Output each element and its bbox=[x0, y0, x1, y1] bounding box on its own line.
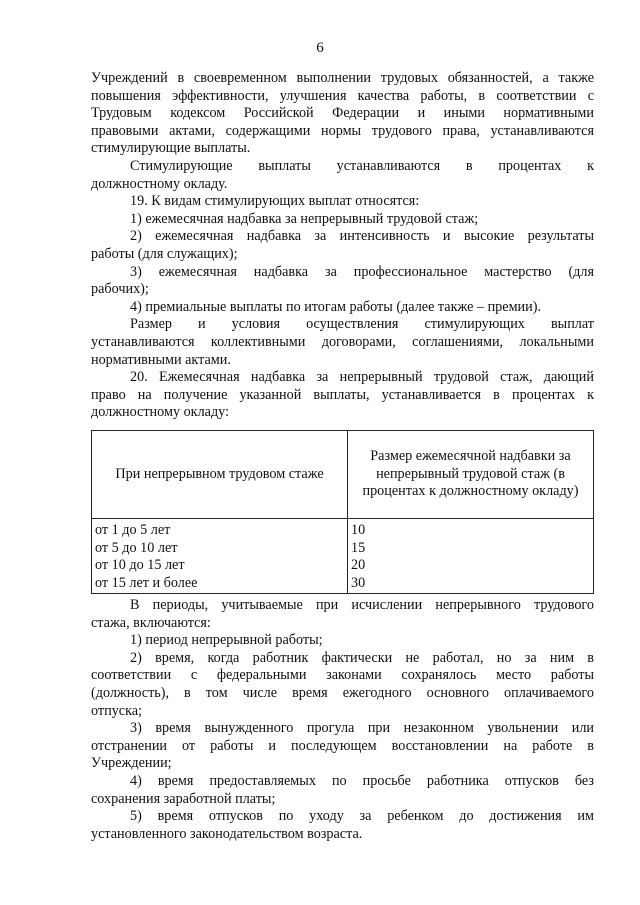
text-line: 4) премиальные выплаты по итогам работы (далее также – премии). bbox=[130, 298, 542, 315]
percent-2: 15 bbox=[351, 539, 366, 556]
text-line: должностному окладу. bbox=[91, 175, 228, 192]
text-line: отпуска; bbox=[91, 702, 143, 719]
text-line: В периоды, учитываемые при исчислении непрерывного трудового bbox=[130, 597, 594, 613]
text-line: стажа, включаются: bbox=[91, 614, 211, 631]
text-line: 2) ежемесячная надбавка за интенсивность и высокие результаты bbox=[130, 228, 594, 245]
text-line: рабочих); bbox=[91, 281, 149, 298]
page-number: 6 bbox=[316, 40, 324, 56]
text-line: правовыми актами, содержащими нормы трудового права, устанавливаются bbox=[91, 122, 594, 139]
text-line: 2) время, когда работник фактически не работал, но за ним в bbox=[130, 649, 594, 666]
text-line: установленного законодательством возраста. bbox=[91, 825, 363, 842]
allowance-table bbox=[91, 430, 594, 594]
text-line: 19. К видам стимулирующих выплат относятся: bbox=[130, 193, 420, 210]
text-line: Учреждении; bbox=[91, 755, 172, 772]
text-line: 3) ежемесячная надбавка за профессиональное мастерство (для bbox=[130, 263, 594, 280]
period-3: от 10 до 15 лет bbox=[95, 557, 185, 574]
percent-4: 30 bbox=[351, 574, 366, 591]
text-line: работы (для служащих); bbox=[91, 245, 238, 262]
table-header-row bbox=[92, 431, 594, 519]
text-line: 3) время вынужденного прогула при незаконном увольнении или bbox=[130, 720, 594, 737]
text-line: 5) время отпусков по уходу за ребенком до достижения им bbox=[130, 808, 594, 825]
period-2: от 5 до 10 лет bbox=[95, 539, 178, 556]
body-text-upper bbox=[91, 70, 594, 422]
text-line: сохранения заработной платы; bbox=[91, 790, 276, 807]
text-line: устанавливаются коллективными договорами, соглашениями, локальными bbox=[91, 333, 594, 350]
text-line: Трудовым кодексом Российской Федерации и иными нормативными bbox=[91, 105, 594, 122]
text-line: Учреждений в своевременном выполнении трудовых обязанностей, а также bbox=[91, 70, 594, 86]
text-line: Стимулирующие выплаты устанавливаются в процентах к bbox=[130, 157, 594, 174]
text-line: соответствии с федеральными законами сохранялось место работы bbox=[91, 667, 594, 684]
period-4: от 15 лет и более bbox=[95, 574, 198, 591]
header-allowance: Размер ежемесячной надбавки за непрерывный трудовой стаж (в процентах к должностному окладу) bbox=[348, 431, 594, 519]
text-line: повышения эффективности, улучшения качества работы, в соответствии с bbox=[91, 87, 594, 104]
text-line: стимулирующие выплаты. bbox=[91, 140, 251, 157]
percents-cell bbox=[348, 519, 594, 594]
text-line: право на получение указанной выплаты, устанавливается в процентах к bbox=[91, 386, 594, 403]
text-line: 20. Ежемесячная надбавка за непрерывный трудовой стаж, дающий bbox=[130, 369, 594, 386]
text-line: Размер и условия осуществления стимулирующих выплат bbox=[130, 316, 594, 333]
body-text-lower bbox=[91, 597, 594, 843]
percent-3: 20 bbox=[351, 557, 366, 574]
text-line: нормативными актами. bbox=[91, 351, 231, 368]
text-line: (должность), в том числе время ежегодного основного оплачиваемого bbox=[91, 684, 594, 701]
text-line: 4) время предоставляемых по просьбе работника отпусков без bbox=[130, 772, 594, 789]
text-line: 1) ежемесячная надбавка за непрерывный трудовой стаж; bbox=[130, 210, 479, 227]
periods-cell bbox=[92, 519, 348, 594]
table-body-row bbox=[92, 519, 594, 594]
header-seniority: При непрерывном трудовом стаже bbox=[92, 431, 348, 519]
text-line: 1) период непрерывной работы; bbox=[130, 632, 323, 649]
text-line: отстранении от работы и последующем восстановлении на работе в bbox=[91, 737, 594, 754]
percent-1: 10 bbox=[351, 522, 366, 538]
text-line: должностному окладу: bbox=[91, 404, 230, 421]
period-1: от 1 до 5 лет bbox=[95, 522, 171, 538]
